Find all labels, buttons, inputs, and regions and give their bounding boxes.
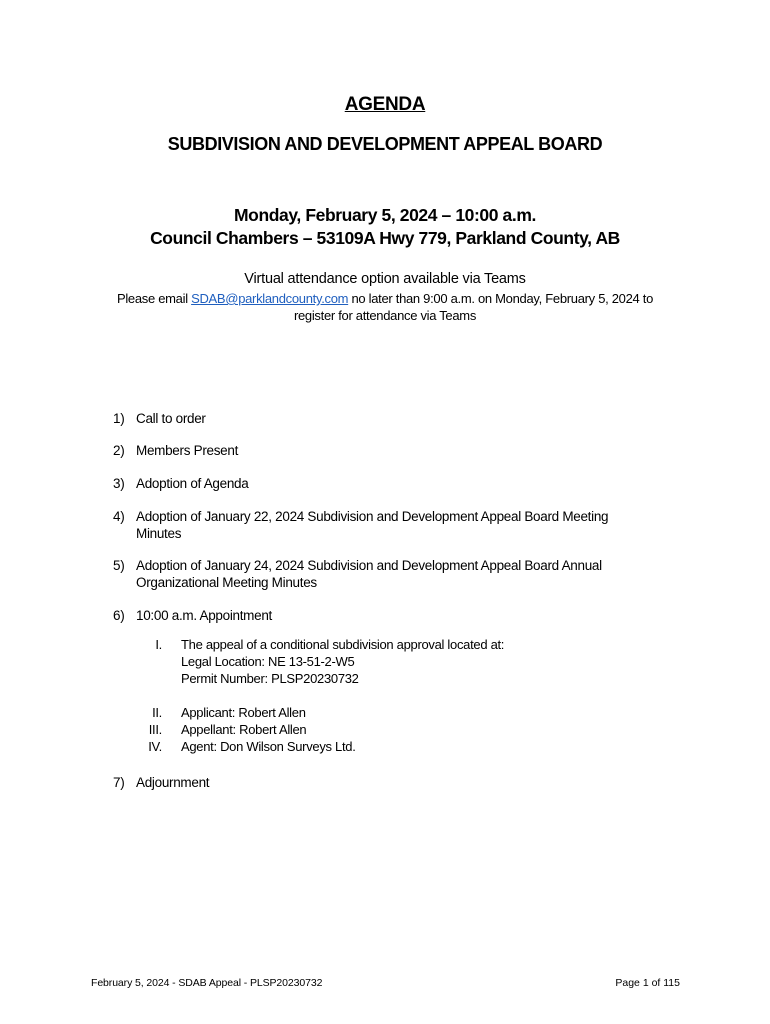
virtual-attendance-note: Virtual attendance option available via Teams — [244, 271, 526, 287]
footer-document-reference: February 5, 2024 - SDAB Appeal - PLSP20230732 — [91, 977, 323, 989]
item-text: 10:00 a.m. Appointment — [136, 608, 272, 623]
item-number: 1) — [113, 411, 125, 426]
subitem-text — [181, 636, 601, 687]
subitem-line: Permit Number: PLSP20230732 — [181, 671, 359, 686]
item-number: 6) — [113, 608, 125, 623]
email-suffix: no later than 9:00 a.m. on Monday, February 5, 2024 to — [348, 291, 654, 306]
item-text: Members Present — [136, 443, 239, 458]
roman-numeral: II. — [152, 705, 162, 720]
subitem-text: Agent: Don Wilson Surveys Ltd. — [181, 739, 356, 754]
agenda-title: AGENDA — [344, 94, 426, 115]
email-link[interactable]: SDAB@parklandcounty.com — [191, 291, 349, 306]
meeting-location: Council Chambers – 53109A Hwy 779, Parkland County, AB — [150, 228, 620, 248]
item-number: 7) — [113, 775, 125, 790]
meeting-date-time: Monday, February 5, 2024 – 10:00 a.m. — [234, 205, 536, 225]
item-text — [136, 508, 656, 542]
item-text: Adoption of Agenda — [136, 476, 249, 491]
item-number: 4) — [113, 509, 125, 524]
roman-numeral: IV. — [148, 739, 162, 754]
item-number: 2) — [113, 443, 125, 458]
email-line-2: register for attendance via Teams — [293, 308, 477, 323]
footer-page-number: Page 1 of 115 — [615, 977, 680, 989]
board-name: SUBDIVISION AND DEVELOPMENT APPEAL BOARD — [167, 134, 603, 154]
subitem-line: The appeal of a conditional subdivision approval located at: — [181, 637, 505, 652]
item-text-line-1: Adoption of January 24, 2024 Subdivision and Development Appeal Board Annual — [136, 558, 602, 573]
item-number: 3) — [113, 476, 125, 491]
item-text: Adjournment — [136, 775, 210, 790]
email-prefix: Please email — [116, 291, 192, 306]
subitem-text: Appellant: Robert Allen — [181, 722, 307, 737]
roman-numeral: I. — [155, 637, 162, 652]
registration-instructions — [0, 290, 770, 324]
subitem-text: Applicant: Robert Allen — [181, 705, 306, 720]
roman-numeral: III. — [148, 722, 162, 737]
item-text-line-1: Adoption of January 22, 2024 Subdivision and Development Appeal Board Meeting — [136, 509, 609, 524]
subitem-line: Legal Location: NE 13-51-2-W5 — [181, 654, 355, 669]
item-text-line-2: Organizational Meeting Minutes — [136, 575, 317, 590]
item-number: 5) — [113, 558, 125, 573]
item-text-line-2: Minutes — [136, 526, 182, 541]
item-text — [136, 557, 656, 591]
item-text: Call to order — [136, 411, 206, 426]
